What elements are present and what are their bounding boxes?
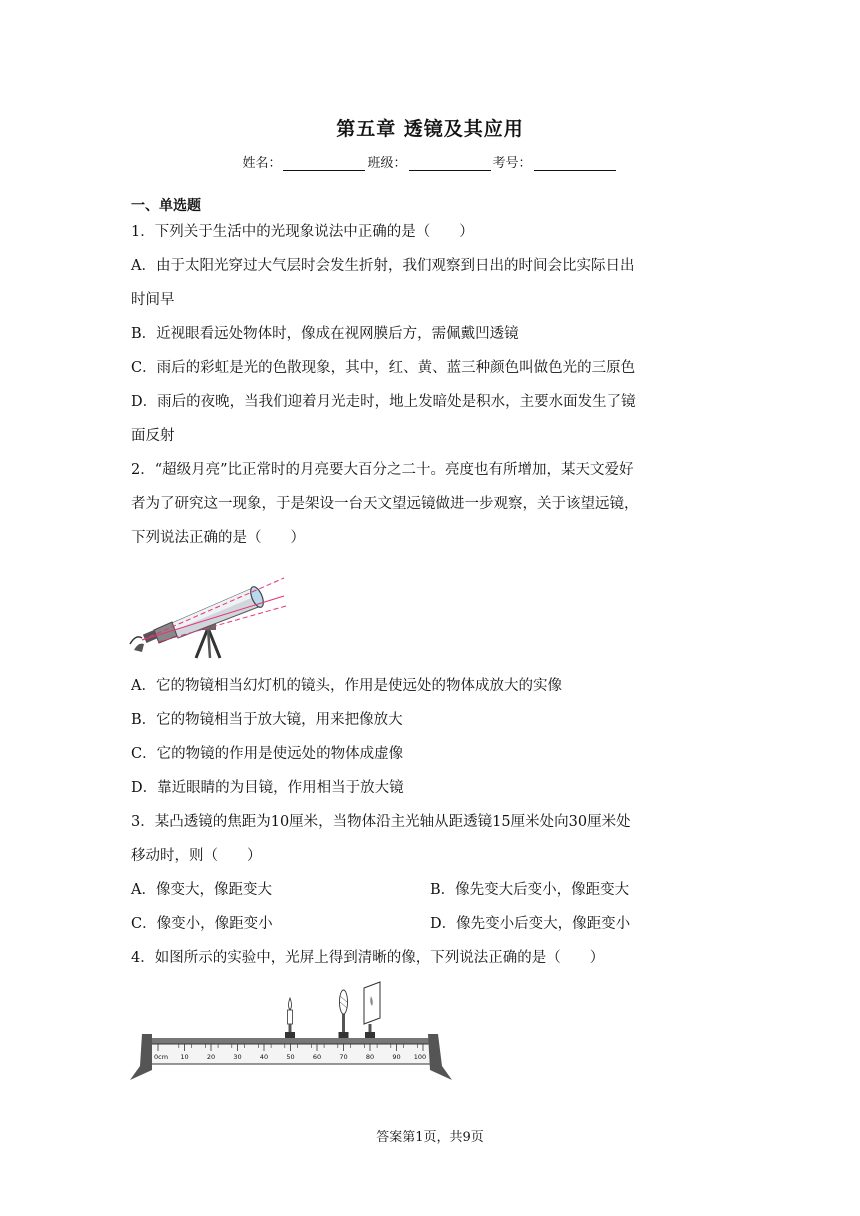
- page-title: 第五章 透镜及其应用: [336, 118, 524, 140]
- page-footer: 答案第1页，共9页: [376, 1130, 484, 1145]
- ruler-label-80: 80: [365, 1053, 375, 1061]
- ruler-label-20: 20: [206, 1053, 216, 1061]
- q2-option-c: C．它的物镜的作用是使远处的物体成虚像: [131, 746, 404, 762]
- light-screen: [364, 982, 380, 1038]
- ruler-label-70: 70: [339, 1053, 348, 1061]
- q3-stem-cont: 移动时，则（ ）: [131, 848, 262, 864]
- q4-stem: 4．如图所示的实验中，光屏上得到清晰的像，下列说法正确的是（ ）: [131, 950, 605, 966]
- q3-option-a: A．像变大，像距变大: [131, 882, 272, 898]
- ruler-label-90: 90: [392, 1053, 401, 1061]
- q3-stem: 3．某凸透镜的焦距为10厘米，当物体沿主光轴从距透镜15厘米处向30厘米处: [131, 814, 631, 830]
- section-title: 一、单选题: [131, 198, 201, 214]
- q1-option-b: B．近视眼看远处物体时，像成在视网膜后方，需佩戴凹透镜: [131, 326, 519, 342]
- class-blank[interactable]: [409, 156, 491, 171]
- q2-stem-cont2: 下列说法正确的是（ ）: [131, 530, 305, 546]
- q1-stem: 1．下列关于生活中的光现象说法中正确的是（ ）: [131, 224, 474, 240]
- exam-blank[interactable]: [534, 156, 616, 171]
- name-blank[interactable]: [283, 156, 365, 171]
- ruler-label-40: 40: [259, 1053, 269, 1061]
- q3-option-d: D．像先变小后变大，像距变小: [430, 916, 631, 932]
- ruler-label-50: 50: [286, 1053, 295, 1061]
- q3-option-b: B．像先变大后变小，像距变大: [430, 882, 630, 898]
- q1-option-d-cont: 面反射: [131, 428, 175, 444]
- exam-label: 考号：: [492, 156, 532, 171]
- q3-option-c: C．像变小，像距变小: [131, 916, 273, 932]
- q2-option-b: B．它的物镜相当于放大镜，用来把像放大: [131, 712, 403, 728]
- q1-option-c: C．雨后的彩虹是光的色散现象，其中，红、黄、蓝三种颜色叫做色光的三原色: [131, 360, 636, 376]
- q1-option-a-cont: 时间早: [131, 292, 175, 308]
- student-info: [0, 152, 860, 171]
- q2-stem-cont1: 者为了研究这一现象，于是架设一台天文望远镜做进一步观察，关于该望远镜，: [131, 496, 639, 512]
- q2-option-d: D．靠近眼睛的为目镜，作用相当于放大镜: [131, 780, 404, 796]
- q1-option-a: A．由于太阳光穿过大气层时会发生折射，我们观察到日出的时间会比实际日出: [131, 258, 635, 274]
- ruler-label-30: 30: [233, 1053, 242, 1061]
- convex-lens: [339, 990, 349, 1038]
- q2-stem: 2．“超级月亮”比正常时的月亮要大百分之二十。亮度也有所增加，某天文爱好: [131, 462, 634, 478]
- class-label: 班级：: [367, 156, 407, 171]
- ruler-label-100: 100: [413, 1053, 427, 1061]
- optical-bench-figure: [128, 980, 454, 1082]
- ruler-label-0: 0cm: [154, 1053, 169, 1061]
- name-label: 姓名：: [242, 156, 282, 171]
- candle: [285, 998, 295, 1038]
- telescope-figure: [128, 566, 288, 660]
- ruler-label-10: 10: [180, 1053, 189, 1061]
- ruler-label-60: 60: [312, 1053, 322, 1061]
- q1-option-d: D．雨后的夜晚，当我们迎着月光走时，地上发暗处是积水，主要水面发生了镜: [131, 394, 636, 410]
- q2-option-a: A．它的物镜相当幻灯机的镜头，作用是使远处的物体成放大的实像: [131, 678, 562, 694]
